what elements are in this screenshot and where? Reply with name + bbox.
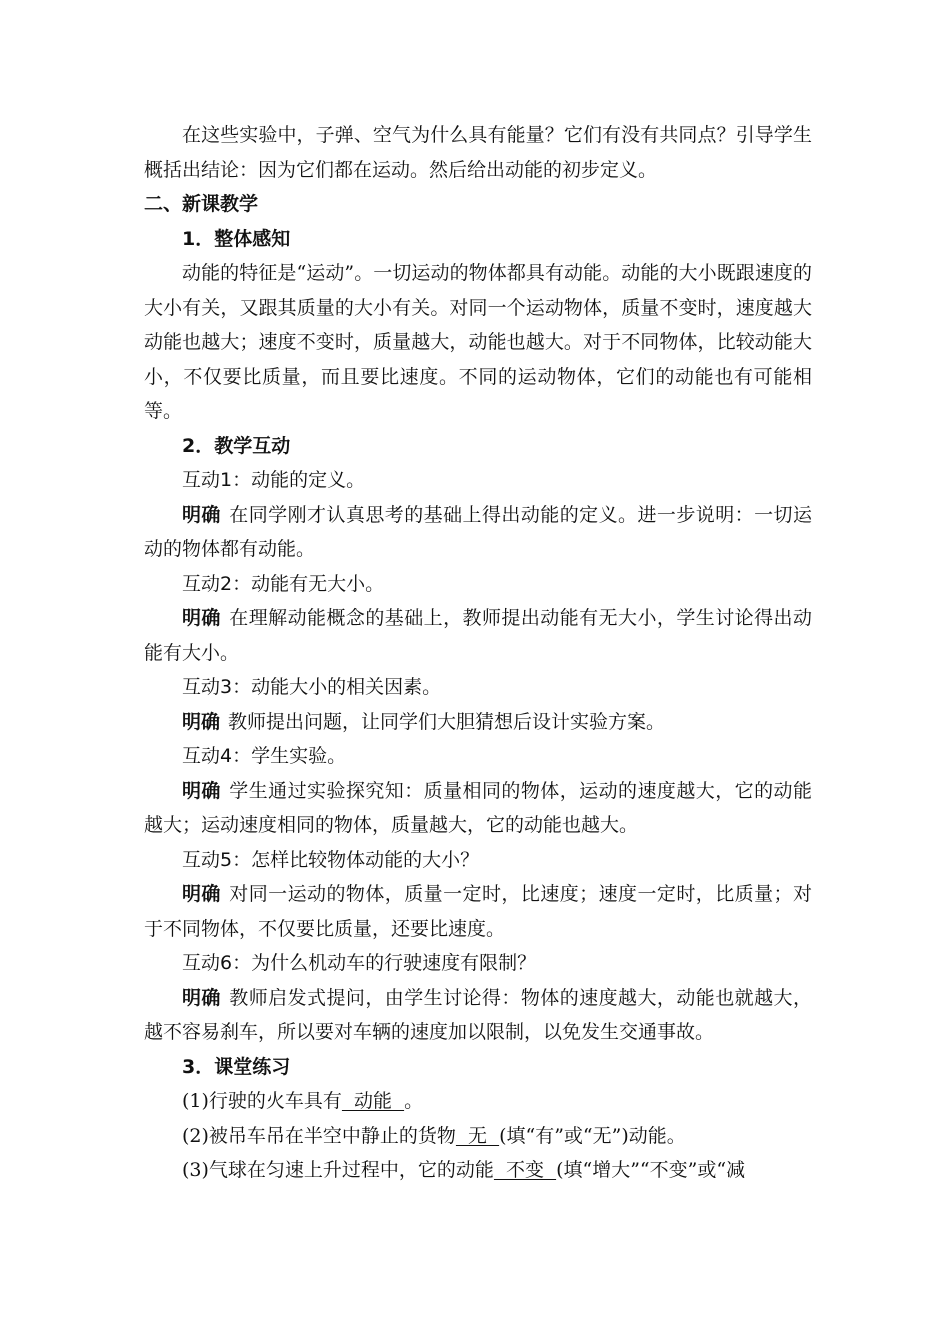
interaction-question xyxy=(144,739,812,774)
interaction-text: 怎样比较物体动能的大小？ xyxy=(251,848,480,871)
exercise-2 xyxy=(144,1119,812,1154)
interaction-text: 学生实验。 xyxy=(251,745,347,767)
answer-blank: 不变 xyxy=(493,1159,557,1181)
exercise-text: 。 xyxy=(404,1090,424,1112)
answer-text: 在理解动能概念的基础上，教师提出动能有无大小，学生讨论得出动能有大小。 xyxy=(144,607,812,664)
interaction-label: 互动2： xyxy=(182,572,252,595)
interaction-question xyxy=(144,463,812,498)
interaction-text: 动能有无大小。 xyxy=(251,572,385,595)
interaction-answer xyxy=(144,601,812,670)
subsection-heading-1: 1．整体感知 xyxy=(182,227,291,250)
exercise-1 xyxy=(144,1084,812,1119)
subsection-heading-3: 3．课堂练习 xyxy=(182,1055,291,1078)
answer-text: 学生通过实验探究知：质量相同的物体，运动的速度越大，它的动能越大；运动速度相同的物体，质量越大，它的动能也越大。 xyxy=(144,779,812,836)
interaction-answer xyxy=(144,877,812,946)
answer-label: 明确 xyxy=(182,710,221,733)
exercise-text: (填“增大”“不变”或“减 xyxy=(556,1159,746,1181)
interaction-label: 互动6： xyxy=(182,952,252,974)
exercise-text: (1)行驶的火车具有 xyxy=(182,1090,342,1112)
answer-text: 在同学刚才认真思考的基础上得出动能的定义。进一步说明：一切运动的物体都有动能。 xyxy=(144,503,812,560)
interaction-answer xyxy=(144,498,812,567)
intro-paragraph: 在这些实验中，子弹、空气为什么具有能量？它们有没有共同点？引导学生概括出结论：因为它们都在运动。然后给出动能的初步定义。 xyxy=(144,124,812,181)
interaction-answer xyxy=(144,981,812,1050)
answer-text: 对同一运动的物体，质量一定时，比速度；速度一定时，比质量；对于不同物体，不仅要比质量，还要比速度。 xyxy=(144,883,812,940)
interaction-text: 为什么机动车的行驶速度有限制？ xyxy=(251,952,537,974)
interaction-answer xyxy=(144,774,812,843)
interaction-label: 互动3： xyxy=(182,676,252,698)
section-heading: 二、新课教学 xyxy=(144,193,259,215)
interaction-question xyxy=(144,670,812,705)
interaction-question xyxy=(144,946,812,981)
document-content xyxy=(144,118,812,1188)
interaction-text: 动能大小的相关因素。 xyxy=(251,676,442,698)
interaction-question xyxy=(144,567,812,602)
interaction-text: 动能的定义。 xyxy=(251,469,366,491)
interaction-answer xyxy=(144,705,812,740)
answer-label: 明确 xyxy=(182,779,221,802)
answer-blank: 动能 xyxy=(341,1090,405,1112)
interaction-label: 互动5： xyxy=(182,848,252,871)
answer-label: 明确 xyxy=(182,883,221,905)
exercise-text: (3)气球在匀速上升过程中，它的动能 xyxy=(182,1159,494,1181)
answer-blank: 无 xyxy=(455,1124,500,1147)
answer-label: 明确 xyxy=(182,503,221,526)
answer-text: 教师启发式提问，由学生讨论得：物体的速度越大，动能也就越大，越不容易刹车，所以要对车辆的速度加以限制，以免发生交通事故。 xyxy=(144,986,812,1043)
answer-label: 明确 xyxy=(182,607,221,629)
interaction-label: 互动1： xyxy=(182,469,252,491)
answer-text: 教师提出问题，让同学们大胆猜想后设计实验方案。 xyxy=(228,710,666,733)
interaction-label: 互动4： xyxy=(182,745,252,767)
overview-paragraph: 动能的特征是“运动”。一切运动的物体都具有动能。动能的大小既跟速度的大小有关，又跟其质量的大小有关。对同一个运动物体，质量不变时，速度越大动能也越大；速度不变时，质量越大，动能也越大。对于不同物体，比较动能大小，不仅要比质量，而且要比速度。不同的运动物体，它们的动能也有可能相等。 xyxy=(144,262,812,422)
exercise-text: (填“有”或“无”)动能。 xyxy=(499,1124,686,1147)
answer-label: 明确 xyxy=(182,986,221,1009)
exercise-text: (2)被吊车吊在半空中静止的货物 xyxy=(182,1124,456,1147)
exercise-3 xyxy=(144,1153,812,1188)
interaction-question xyxy=(144,843,812,878)
subsection-heading-2: 2．教学互动 xyxy=(182,434,291,457)
